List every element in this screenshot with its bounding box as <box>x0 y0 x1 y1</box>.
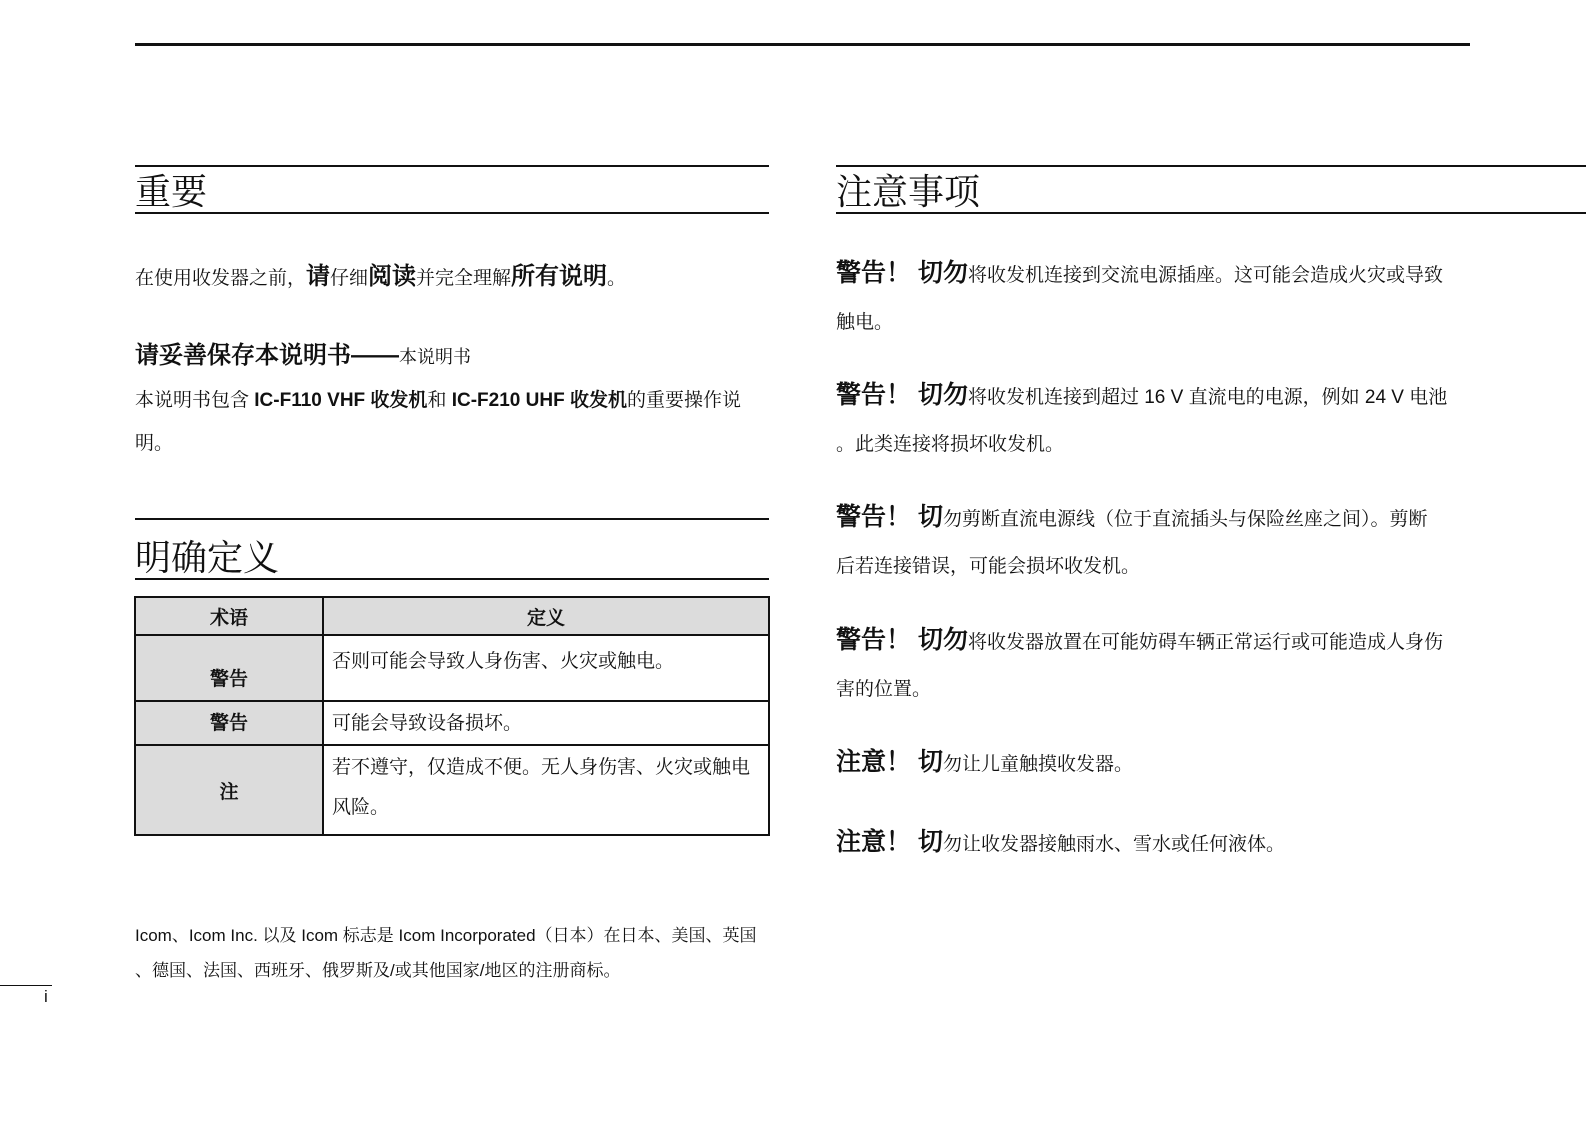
text-segment: 。 <box>607 268 627 289</box>
precaution-text: 将收发机连接到交流电源插座。这可能会造成火灾或导致 <box>967 265 1443 286</box>
precaution-item <box>836 372 1476 468</box>
precaution-label: 警告！ 切勿 <box>836 381 968 409</box>
precaution-label: 警告！ 切 <box>836 503 943 531</box>
bold-text: IC-F210 UHF 收发机 <box>451 390 627 411</box>
precaution-text-line2: 害的位置。 <box>836 679 932 700</box>
text-segment: 和 <box>427 390 452 411</box>
manual-description <box>135 385 741 412</box>
save-heading-bold: 请妥善保存本说明书—— <box>135 342 399 369</box>
table-row <box>135 701 769 745</box>
section-title-important: 重要 <box>135 171 208 212</box>
term-cell: 警告 <box>135 701 323 745</box>
manual-description-line2: 明。 <box>135 433 174 454</box>
term-cell: 注 <box>135 745 323 835</box>
text-segment: 本说明书包含 <box>135 390 255 411</box>
term-cell: 警告 <box>135 635 323 701</box>
precaution-item <box>836 250 1476 346</box>
trademark-line-1: Icom、Icom Inc. 以及 Icom 标志是 Icom Incorporated（日本）在日本、美国、英国 <box>135 926 757 945</box>
page-number-rule <box>0 985 52 986</box>
save-heading-small: 本说明书 <box>399 347 471 367</box>
top-rule <box>135 43 1470 46</box>
precaution-item <box>836 819 1476 868</box>
table-row <box>135 745 769 835</box>
page-number: i <box>44 987 48 1006</box>
definition-cell: 可能会导致设备损坏。 <box>323 701 769 745</box>
heading-rule-bottom <box>135 212 769 214</box>
bold-text: 所有说明 <box>511 263 608 290</box>
bold-text: 请 <box>306 263 331 290</box>
heading-rule-top <box>836 165 1586 167</box>
definitions-table <box>134 596 770 836</box>
precaution-label: 注意！ 切 <box>836 748 943 776</box>
precaution-text: 将收发器放置在可能妨碍车辆正常运行或可能造成人身伤 <box>967 632 1443 653</box>
table-header-row <box>135 597 769 635</box>
bold-text: 阅读 <box>368 263 417 290</box>
table-row <box>135 635 769 701</box>
heading-rule-bottom <box>836 212 1586 214</box>
section-title-precautions: 注意事项 <box>836 171 981 212</box>
text-segment: 并完全理解 <box>416 268 512 289</box>
precaution-text: 勿让收发器接触雨水、雪水或任何液体。 <box>942 834 1285 855</box>
precaution-text-line2: 触电。 <box>836 312 894 333</box>
heading-rule-bottom <box>135 578 769 580</box>
text-segment: 在使用收发器之前， <box>135 268 307 289</box>
intro-paragraph <box>135 256 626 291</box>
precaution-label: 注意！ 切 <box>836 828 943 856</box>
definition-cell: 若不遵守，仅造成不便。无人身伤害、火灾或触电风险。 <box>323 745 769 835</box>
definition-cell: 否则可能会导致人身伤害、火灾或触电。 <box>323 635 769 701</box>
heading-rule-top <box>135 165 769 167</box>
precaution-label: 警告！ 切勿 <box>836 259 968 287</box>
text-segment: 仔细 <box>330 268 369 289</box>
precaution-text: 勿让儿童触摸收发器。 <box>942 754 1133 775</box>
precaution-text: 将收发机连接到超过 16 V 直流电的电源，例如 24 V 电池 <box>967 387 1448 408</box>
bold-text: IC-F110 VHF 收发机 <box>254 390 428 411</box>
precaution-item <box>836 617 1476 713</box>
section-title-definitions: 明确定义 <box>135 537 280 578</box>
text-segment: 的重要操作说 <box>626 390 741 411</box>
save-manual-heading <box>135 335 471 370</box>
heading-rule-top <box>135 518 769 520</box>
precaution-label: 警告！ 切勿 <box>836 626 968 654</box>
trademark-line-2: 、德国、法国、西班牙、俄罗斯及/或其他国家/地区的注册商标。 <box>135 961 621 980</box>
precaution-text-line2: 。此类连接将损坏收发机。 <box>836 434 1065 455</box>
precaution-text-line2: 后若连接错误，可能会损坏收发机。 <box>836 556 1141 577</box>
header-term: 术语 <box>135 597 323 635</box>
header-definition: 定义 <box>323 597 769 635</box>
precaution-item <box>836 494 1476 590</box>
precaution-text: 勿剪断直流电源线（位于直流插头与保险丝座之间）。剪断 <box>942 509 1428 530</box>
precaution-item <box>836 739 1476 788</box>
